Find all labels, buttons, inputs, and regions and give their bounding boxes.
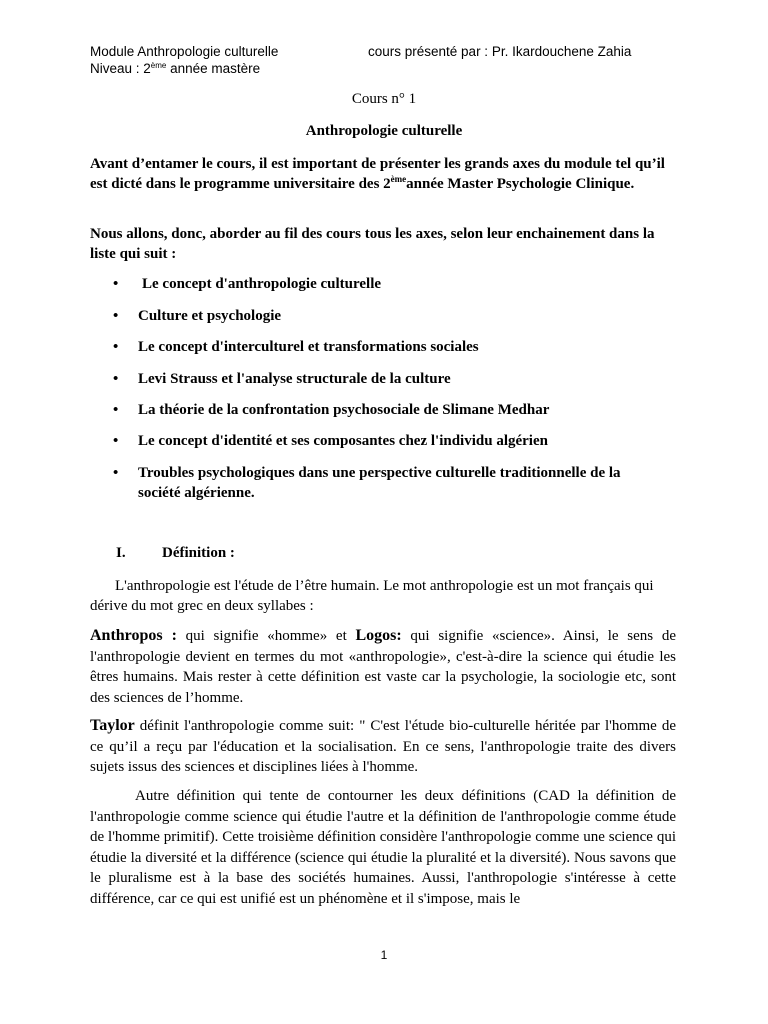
axes-item: [113, 306, 653, 326]
header-level: [90, 60, 260, 77]
axes-item: [113, 431, 653, 451]
axes-item: [113, 369, 653, 389]
course-number: Cours n° 1: [351, 91, 417, 107]
term-logos: Logos:: [355, 627, 402, 644]
bullet-icon: •: [113, 465, 119, 481]
term-anthropos: Anthropos :: [90, 627, 177, 644]
course-title: Anthropologie culturelle: [305, 123, 463, 139]
paragraph-anthropos-logos: [90, 626, 676, 708]
axes-item: [113, 400, 653, 420]
bullet-icon: •: [113, 276, 119, 292]
intro-p1-sup: ème: [390, 174, 407, 184]
axes-item: [113, 274, 653, 294]
bullet-icon: •: [113, 308, 119, 324]
axes-item-label: La théorie de la confrontation psychosociale de Slimane Medhar: [138, 402, 550, 418]
intro-p1-part1: Avant d’entamer le cours, il est important de présenter les grands axes du module tel qu’il est dicté dans le programme universitaire des 2: [90, 156, 665, 192]
bullet-icon: •: [113, 402, 119, 418]
paragraph-definition: L'anthropologie est l'étude de l’être humain. Le mot anthropologie est un mot français qui dérive du mot grec en deux syllabes :: [90, 578, 654, 614]
header-level-prefix: Niveau : 2: [90, 61, 151, 76]
axes-item-label: Levi Strauss et l'analyse structurale de la culture: [138, 371, 451, 387]
intro-p1-part2: année Master Psychologie Clinique.: [406, 176, 635, 192]
axes-item-label: Le concept d'anthropologie culturelle: [142, 276, 382, 292]
paragraph-autre-definition: Autre définition qui tente de contourner les deux définitions (CAD la définition de l'anthropologie comme science qui étudie l'autre et la définition de l'anthropologie comme étude de l'homme primitif). Cette troisième définition considère l'anthropologie comme une science qui étudie la diversité et la différence (science qui étudie la pluralité et la diversité). Nous savons que le pluralisme est à la base des sociétés humaines. Aussi, l'anthropologie s'intéresse à cette différence, car ce qui est unifié est un phénomène et il s'impose, mais le: [90, 788, 676, 907]
axes-item: [113, 463, 641, 503]
axes-item-label: Troubles psychologiques dans une perspective culturelle traditionnelle de la société algérienne.: [138, 465, 621, 501]
intro-paragraph-1: [90, 154, 680, 194]
p2-rest: qui signifie «science». Ainsi, le sens de l'anthropologie devient en termes du mot «anthropologie», c'est-à-dire la science qui étudie les êtres humains. Mais rester à cette définition est vaste car la psychologie, la sociologie etc, sont des sciences de l’homme.: [90, 628, 677, 706]
section-title: Définition :: [162, 545, 235, 561]
axes-item-label: Le concept d'interculturel et transformations sociales: [138, 339, 479, 355]
section-numeral: I.: [116, 545, 126, 561]
axes-item-label: Culture et psychologie: [138, 308, 282, 324]
header-presenter: cours présenté par : Pr. Ikardouchene Zahia: [368, 44, 632, 59]
bullet-icon: •: [113, 371, 119, 387]
axes-item: [113, 337, 653, 357]
header-level-sup: ème: [150, 61, 167, 70]
term-taylor: Taylor: [90, 717, 135, 734]
bullet-icon: •: [113, 339, 119, 355]
axes-item-label: Le concept d'identité et ses composantes chez l'individu algérien: [138, 433, 548, 449]
header-module: Module Anthropologie culturelle: [90, 44, 279, 59]
p2-mid: qui signifie «homme» et: [176, 628, 356, 644]
p3-rest: définit l'anthropologie comme suit: " C'est l'étude bio-culturelle héritée par l'homme de ce qu’il a reçu par l'éducation et la socialisation. En ce sens, l'anthropologie traite des divers sujets issus des sciences et disciplines liées à l'homme.: [90, 718, 676, 775]
bullet-icon: •: [113, 433, 119, 449]
intro-paragraph-2: Nous allons, donc, aborder au fil des cours tous les axes, selon leur enchainement dans la liste qui suit :: [90, 226, 655, 262]
header-level-suffix: année mastère: [166, 61, 261, 76]
paragraph-taylor: [90, 716, 676, 778]
page-number: 1: [380, 948, 388, 962]
